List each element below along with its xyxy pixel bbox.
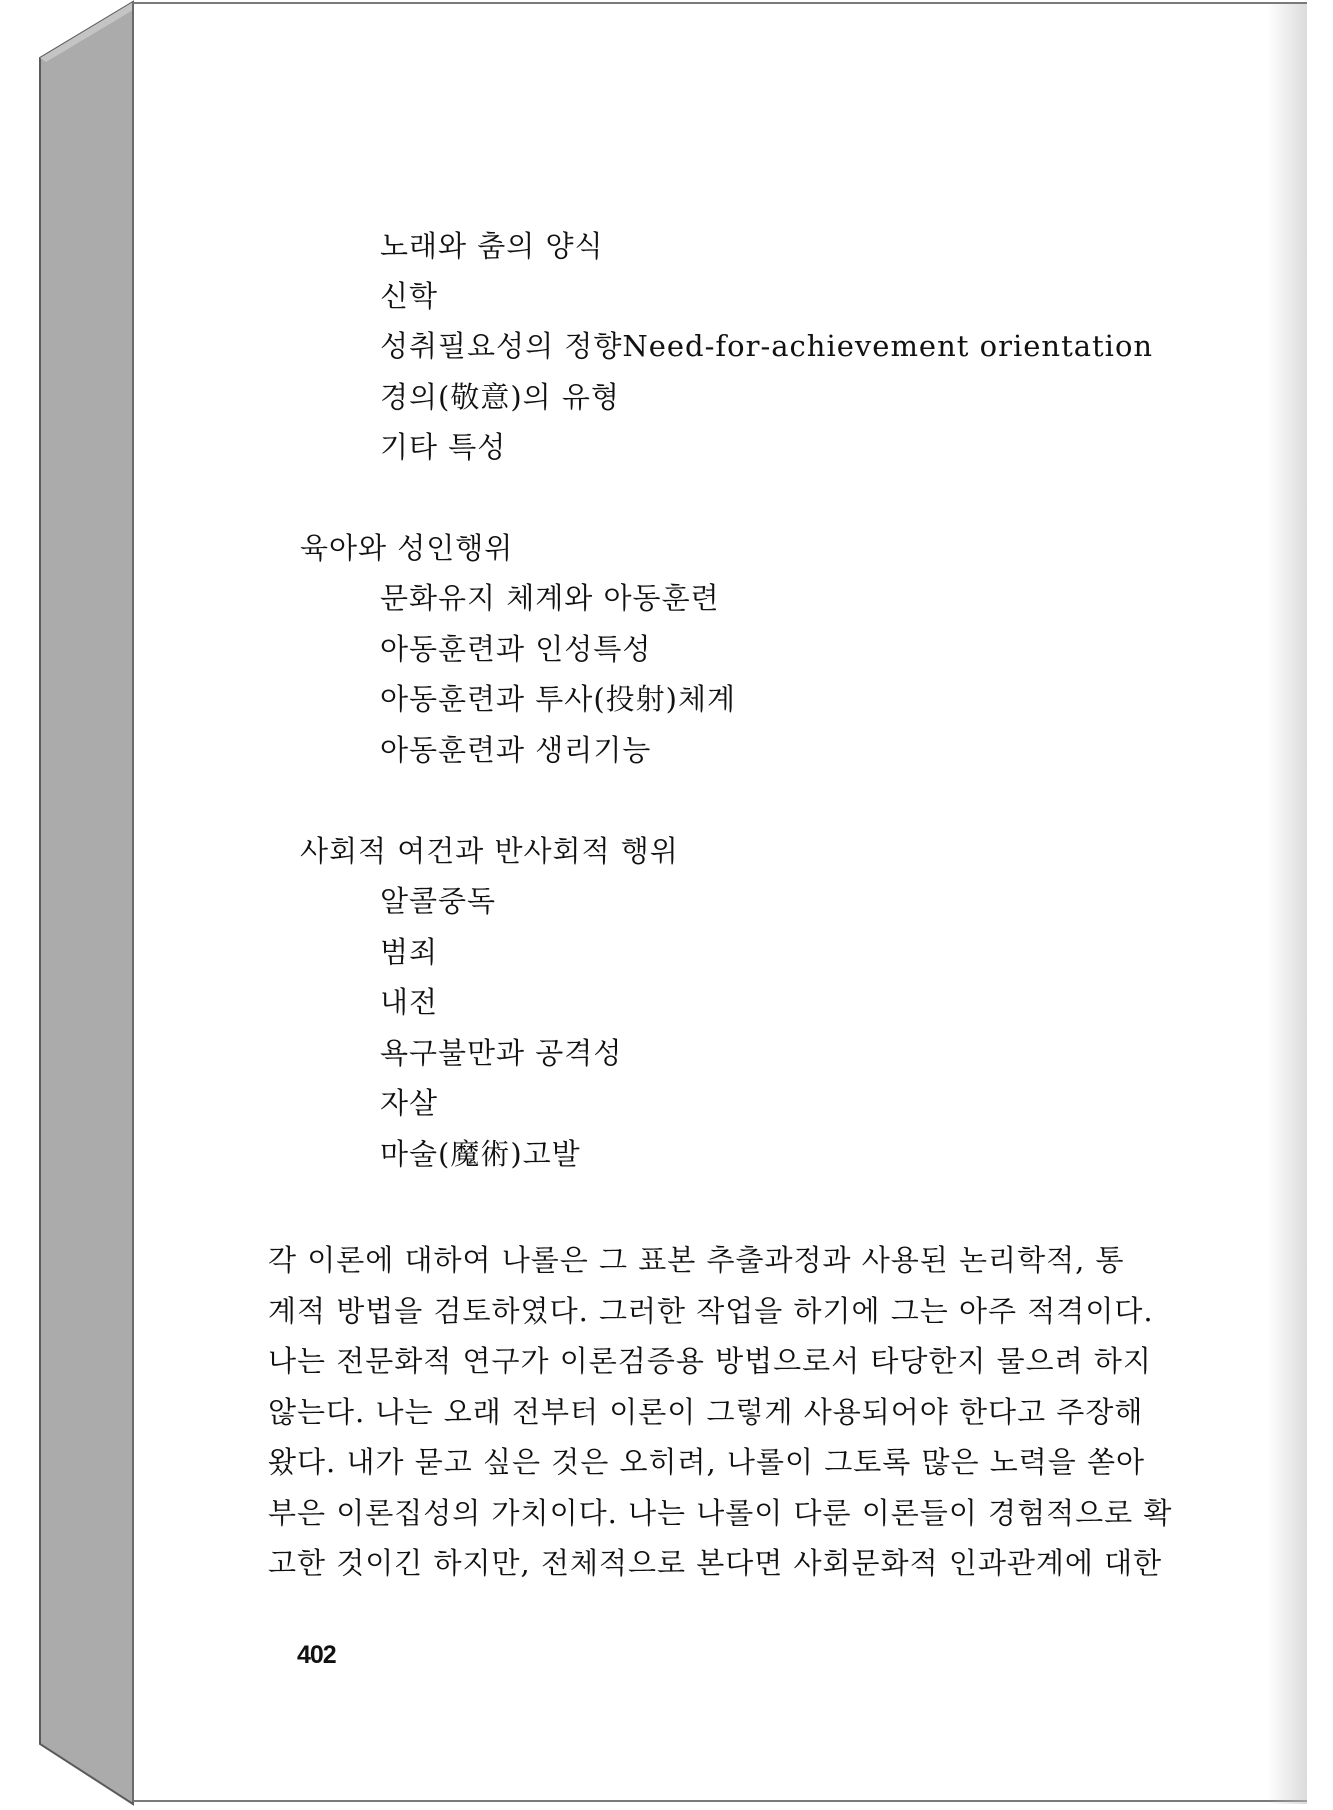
list-item: 신학 (380, 279, 439, 313)
list-item: 아동훈련과 투사(投射)체계 (380, 682, 736, 716)
list-item: 알콜중독 (380, 884, 497, 918)
page-edge-shadow (1267, 4, 1307, 1804)
list-item: 성취필요성의 정향Need-for-achievement orientation (380, 329, 1154, 363)
list-item: 내전 (380, 985, 439, 1019)
paragraph-line: 각 이론에 대하여 나롤은 그 표본 추출과정과 사용된 논리학적, 통 (268, 1243, 1125, 1277)
list-item: 욕구불만과 공격성 (380, 1036, 623, 1070)
paragraph-line: 나는 전문화적 연구가 이론검증용 방법으로서 타당한지 물으려 하지 (268, 1344, 1152, 1378)
paragraph-line: 고한 것이긴 하지만, 전체적으로 본다면 사회문화적 인과관계에 대한 (268, 1546, 1163, 1580)
paragraph-line: 않는다. 나는 오래 전부터 이론이 그렇게 사용되어야 한다고 주장해 (268, 1395, 1144, 1429)
list-item: 범죄 (380, 935, 439, 969)
page-content (134, 4, 1309, 1804)
list-item: 자살 (380, 1086, 439, 1120)
list-item: 노래와 춤의 양식 (380, 229, 604, 263)
list-item: 기타 특성 (380, 430, 507, 464)
paragraph-line: 왔다. 내가 묻고 싶은 것은 오히려, 나롤이 그토록 많은 노력을 쏟아 (268, 1445, 1145, 1479)
book-page (132, 2, 1307, 1802)
section-heading: 사회적 여건과 반사회적 행위 (300, 834, 679, 868)
paragraph-line: 계적 방법을 검토하였다. 그러한 작업을 하기에 그는 아주 적격이다. (268, 1294, 1154, 1328)
list-item: 아동훈련과 생리기능 (380, 733, 652, 767)
list-item: 마술(魔術)고발 (380, 1137, 581, 1171)
list-item: 문화유지 체계와 아동훈련 (380, 581, 720, 615)
page-number: 402 (297, 1641, 336, 1669)
list-item: 아동훈련과 인성특성 (380, 632, 652, 666)
list-item: 경의(敬意)의 유형 (380, 380, 620, 414)
paragraph-line: 부은 이론집성의 가치이다. 나는 나롤이 다룬 이론들이 경험적으로 확 (268, 1496, 1173, 1530)
section-heading: 육아와 성인행위 (300, 531, 514, 565)
